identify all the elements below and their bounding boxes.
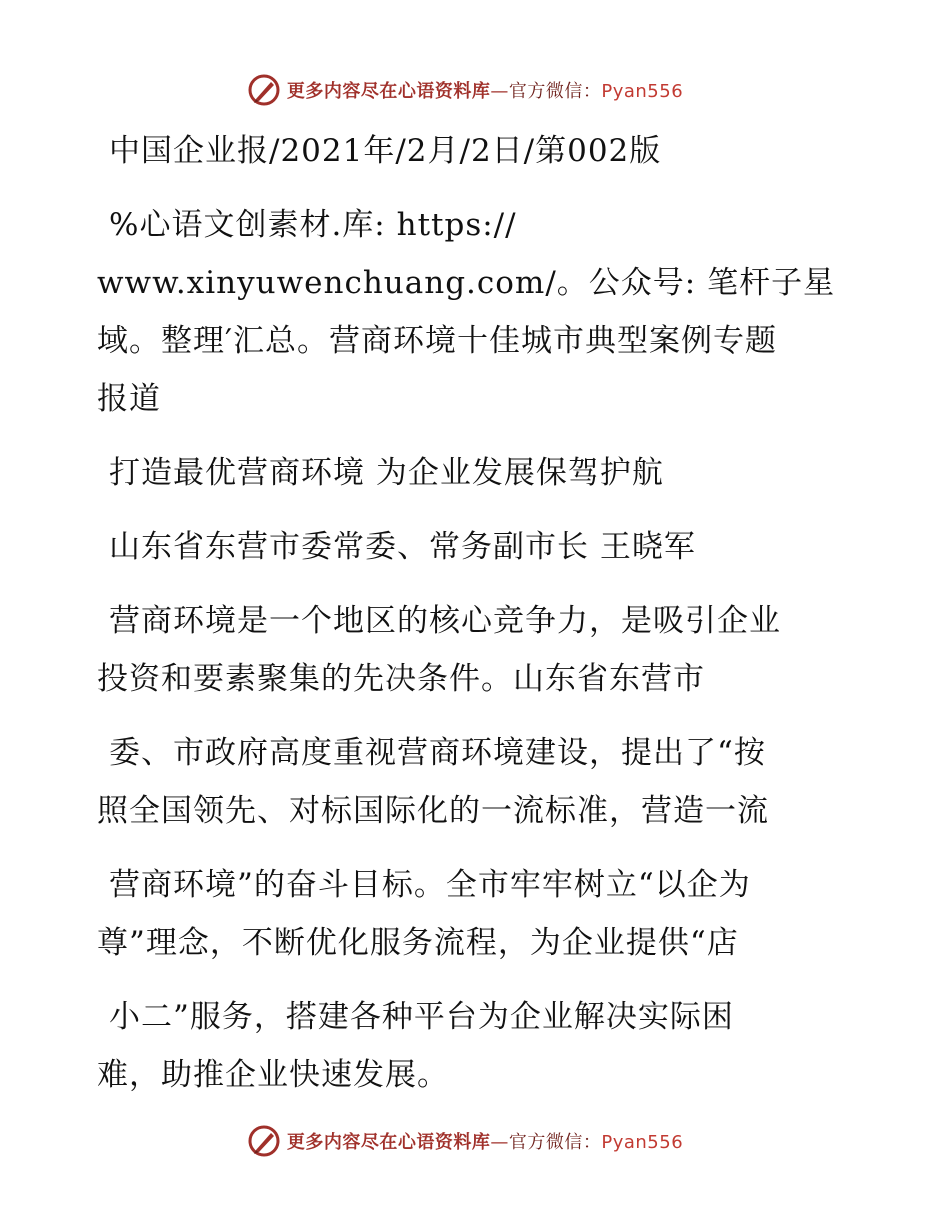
watermark-wechat-id: Pyan556 (601, 1132, 684, 1153)
watermark-wechat-id: Pyan556 (601, 81, 684, 102)
watermark-dash: — (490, 1132, 509, 1153)
pen-seal-icon (247, 1124, 281, 1158)
body-line: 营商环境是一个地区的核心竞争力，是吸引企业 (109, 603, 781, 639)
article-title: 打造最优营商环境 为企业发展保驾护航 (109, 455, 664, 491)
body-line: 小二”服务，搭建各种平台为企业解决实际困 (109, 999, 734, 1035)
body-line: 难，助推企业快速发展。 (97, 1057, 449, 1093)
source-line: www.xinyuwenchuang.com/。公众号: 笔杆子星 (97, 265, 836, 301)
watermark-content (247, 73, 683, 107)
watermark-main-text: 更多内容尽在心语资料库 (286, 1132, 491, 1153)
watermark-banner-top (0, 70, 950, 110)
watermark-wechat-label: 官方微信： (508, 81, 602, 102)
watermark-content (247, 1124, 683, 1158)
body-line: 投资和要素聚集的先决条件。山东省东营市 (97, 661, 705, 697)
pen-seal-icon (247, 73, 281, 107)
watermark-main-text: 更多内容尽在心语资料库 (286, 81, 491, 102)
watermark-banner-bottom (0, 1121, 950, 1161)
article-author: 山东省东营市委常委、常务副市长 王晓军 (109, 529, 696, 565)
body-line: 委、市政府高度重视营商环境建设，提出了“按 (109, 735, 766, 771)
source-block (97, 196, 837, 428)
newspaper-header: 中国企业报/2021年/2月/2日/第002版 (109, 133, 662, 169)
source-line: 域。整理′汇总。营商环境十佳城市典型案例专题 (97, 323, 778, 359)
watermark-wechat-label: 官方微信： (508, 1132, 602, 1153)
body-line: 营商环境”的奋斗目标。全市牢牢树立“以企为 (109, 867, 751, 903)
body-line: 尊”理念，不断优化服务流程，为企业提供“店 (97, 925, 739, 961)
source-line: 报道 (97, 381, 161, 417)
source-line: %心语文创素材.库: https:// (109, 207, 517, 243)
watermark-dash: — (490, 81, 509, 102)
body-line: 照全国领先、对标国际化的一流标准，营造一流 (97, 793, 769, 829)
article-body (97, 592, 837, 1104)
document-content (97, 122, 837, 1104)
